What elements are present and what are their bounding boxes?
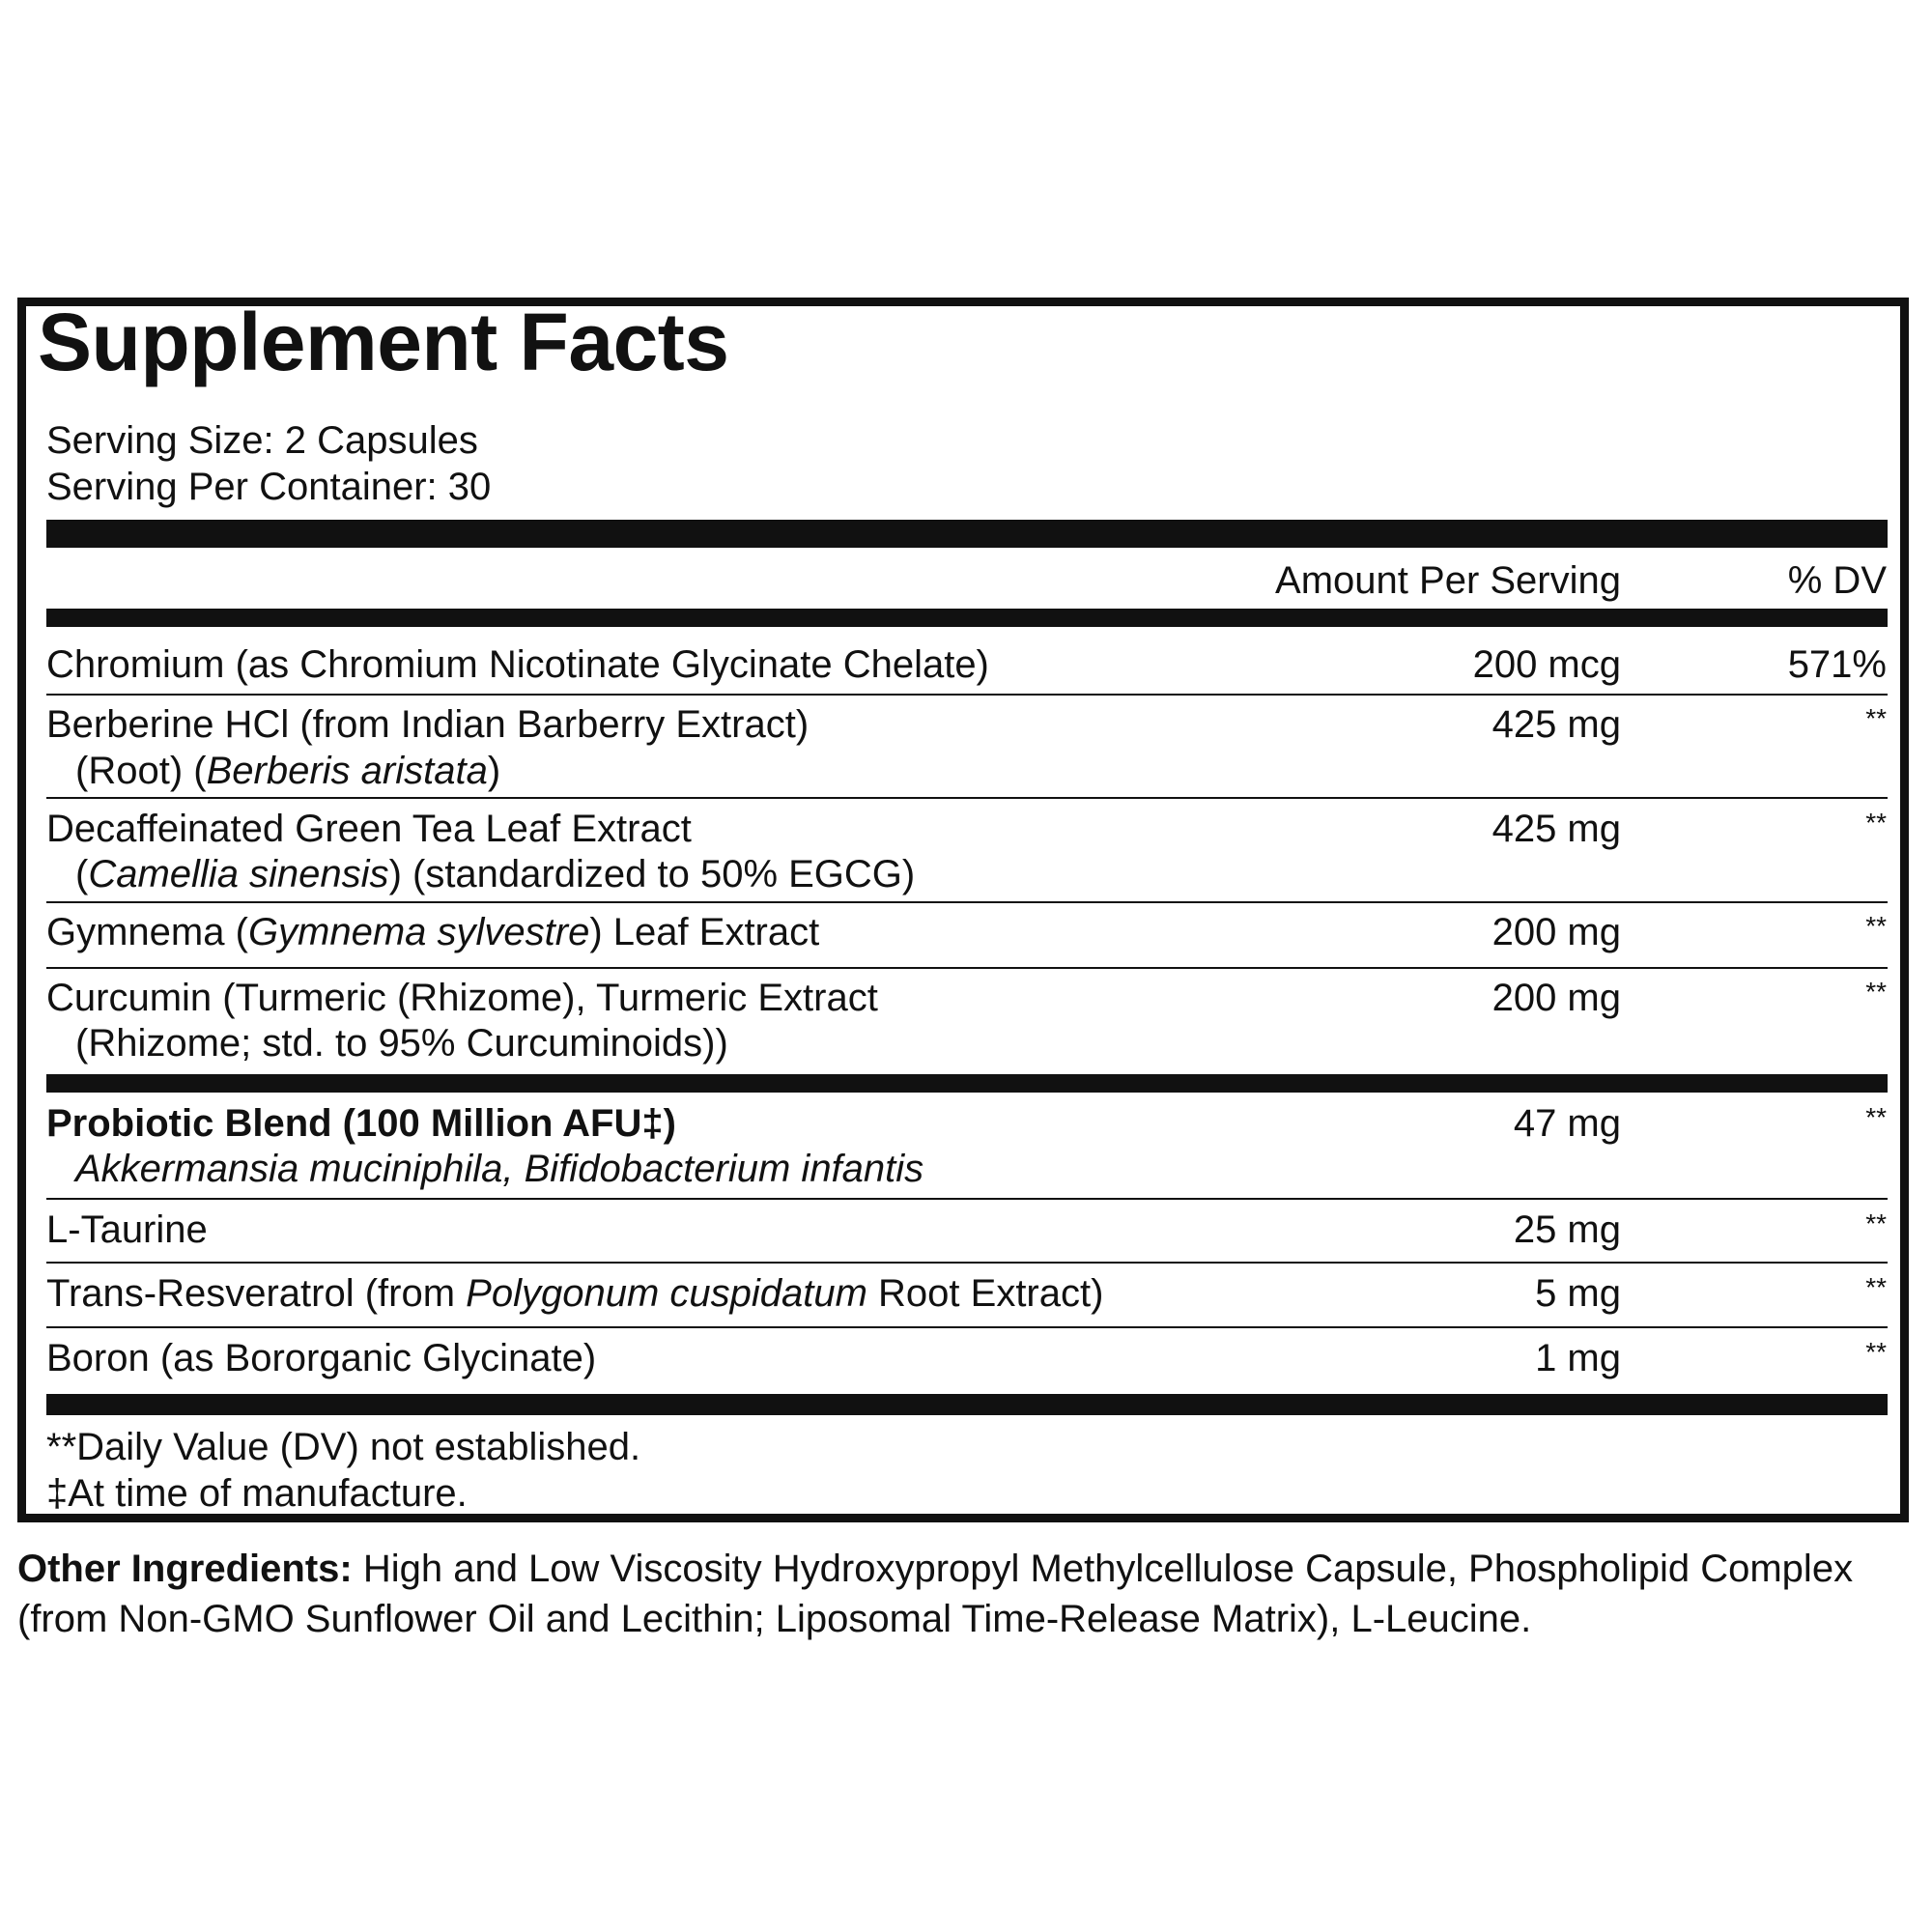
ingredient-dv: **: [1865, 911, 1887, 941]
thick-divider: [46, 520, 1888, 548]
ingredient-dv: 571%: [1787, 643, 1887, 686]
ingredient-detail: (Root) (Berberis aristata): [75, 750, 501, 792]
ingredient-dv: **: [1865, 703, 1887, 733]
row-divider: [46, 967, 1888, 969]
serving-size: Serving Size: 2 Capsules: [46, 419, 478, 462]
ingredient-dv: **: [1865, 977, 1887, 1007]
other-ingredients-text: High and Low Viscosity Hydroxypropyl Methylcellulose Capsule, Phospholipid Complex (from Non-GMO Sunflower Oil and Lecithin; Liposomal Time-Release Matrix), L-Leucine.: [17, 1548, 1854, 1640]
servings-per-container: Serving Per Container: 30: [46, 466, 492, 508]
ingredient-amount: 47 mg: [1513, 1102, 1621, 1145]
ingredient-name: Gymnema (Gymnema sylvestre) Leaf Extract: [46, 911, 820, 953]
ingredient-amount: 5 mg: [1535, 1272, 1621, 1315]
ingredient-amount: 200 mg: [1492, 911, 1621, 953]
ingredient-name: Curcumin (Turmeric (Rhizome), Turmeric Extract: [46, 977, 878, 1019]
ingredient-amount: 425 mg: [1492, 808, 1621, 850]
footnote-dv: **Daily Value (DV) not established.: [46, 1426, 641, 1468]
ingredient-name: Chromium (as Chromium Nicotinate Glycinate Chelate): [46, 643, 989, 686]
ingredient-name: Trans-Resveratrol (from Polygonum cuspidatum Root Extract): [46, 1272, 1104, 1315]
ingredient-name: Decaffeinated Green Tea Leaf Extract: [46, 808, 692, 850]
ingredient-dv: **: [1865, 1272, 1887, 1302]
ingredient-detail: (Rhizome; std. to 95% Curcuminoids)): [75, 1022, 728, 1065]
ingredient-dv: **: [1865, 808, 1887, 838]
ingredient-name: L-Taurine: [46, 1208, 208, 1251]
row-divider: [46, 797, 1888, 799]
header-dv: % DV: [1787, 559, 1887, 602]
other-ingredients: [17, 1544, 1925, 1644]
panel-title: Supplement Facts: [38, 297, 729, 387]
ingredient-name: Berberine HCl (from Indian Barberry Extract): [46, 703, 810, 746]
ingredient-detail: Akkermansia muciniphila, Bifidobacterium infantis: [75, 1148, 924, 1190]
row-divider: [46, 1326, 1888, 1328]
medium-divider: [46, 1074, 1888, 1093]
footnote-manufacture: ‡At time of manufacture.: [46, 1472, 468, 1515]
thick-divider: [46, 1394, 1888, 1415]
row-divider: [46, 1198, 1888, 1200]
ingredient-dv: **: [1865, 1208, 1887, 1238]
ingredient-amount: 25 mg: [1513, 1208, 1621, 1251]
ingredient-name: Probiotic Blend (100 Million AFU‡): [46, 1102, 676, 1145]
ingredient-name: Boron (as Bororganic Glycinate): [46, 1337, 597, 1379]
row-divider: [46, 694, 1888, 696]
ingredient-dv: **: [1865, 1102, 1887, 1132]
header-amount: Amount Per Serving: [1275, 559, 1621, 602]
ingredient-amount: 200 mg: [1492, 977, 1621, 1019]
ingredient-detail: (Camellia sinensis) (standardized to 50% EGCG): [75, 853, 916, 895]
row-divider: [46, 1262, 1888, 1264]
other-ingredients-label: Other Ingredients:: [17, 1548, 353, 1590]
ingredient-amount: 1 mg: [1535, 1337, 1621, 1379]
ingredient-amount: 425 mg: [1492, 703, 1621, 746]
medium-divider: [46, 609, 1888, 627]
ingredient-dv: **: [1865, 1337, 1887, 1367]
ingredient-amount: 200 mcg: [1472, 643, 1621, 686]
row-divider: [46, 901, 1888, 903]
